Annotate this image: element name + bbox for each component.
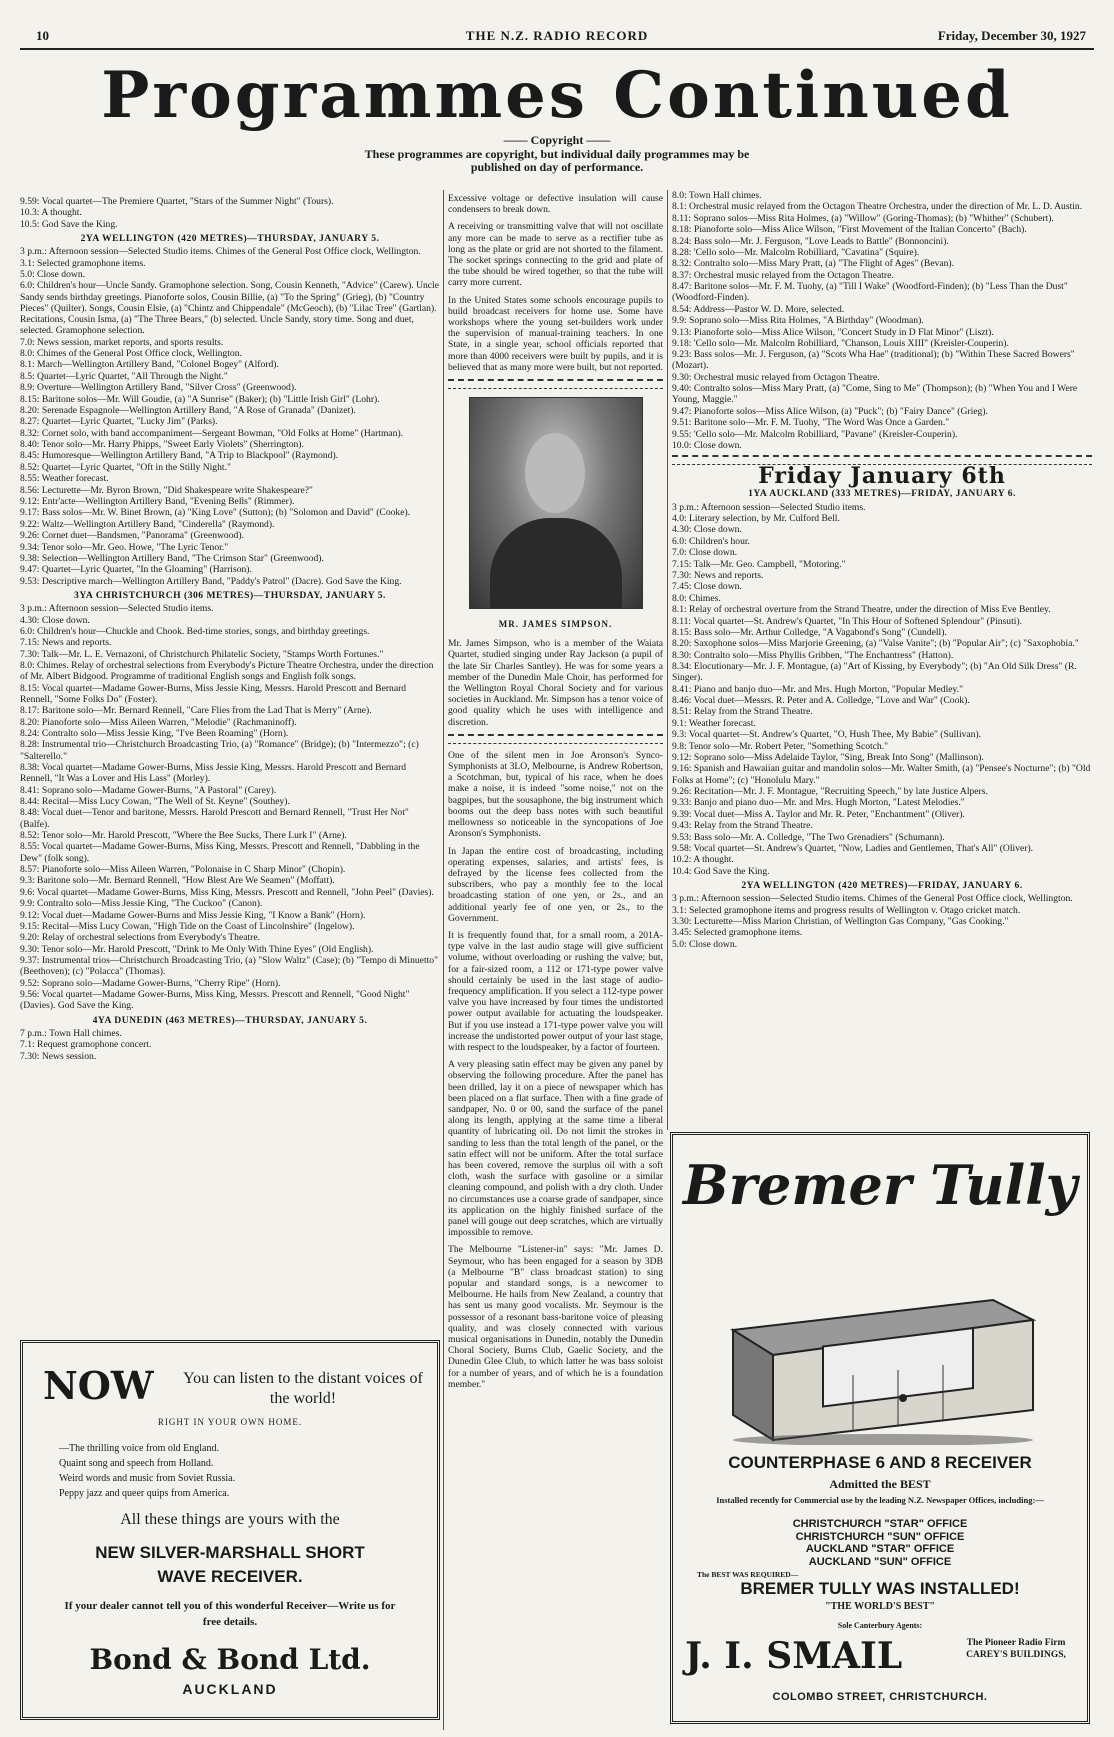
programme-entry: 3 p.m.: Afternoon session—Selected Studio items. Chimes of the General Post Office clock, Wellington. (20, 246, 421, 258)
programme-entry: 3 p.m.: Afternoon session—Selected Studio items. (672, 501, 866, 513)
programme-entry: 9.30: Orchestral music relayed from Octagon Theatre. (672, 371, 880, 383)
page-title: Programmes Continued (101, 58, 1013, 133)
ad-best-required: The BEST WAS REQUIRED— (697, 1570, 799, 1579)
programme-entry: 9.59: Vocal quartet—The Premiere Quartet, "Stars of the Summer Night" (Tours). (20, 196, 334, 207)
ad-pioneer: The Pioneer Radio Firm (966, 1638, 1066, 1648)
intro-list (20, 196, 440, 230)
article-paragraph: The Melbourne "Listener-in" says: "Mr. James D. Seymour, who has been engaged for a season by 3DB (a Melbourne "B" class broadcast station) to sing popular and standard songs, is a newcomer to Melbourne. He hails from New Zealand, a country that has sent us many good vocalists. Mr. Seymour is the possessor of a resonant bass-baritone voice of pleasing quality, and was closely connected with various musical organisations in Dunedin, notably the Dunedin Choral Society, Burns Club, Gaelic Society, and the Dunedin Glee Club, to which latter he was bass soloist for a number of years, and of which he is a foundation member." (448, 1244, 663, 1390)
programme-entry: 8.47: Baritone solos—Mr. F. M. Tuohy, (a) "Till I Wake" (Woodford-Finden); (b) "Less Than the Dust" (Woodford-Finden). (672, 281, 1068, 304)
programme-entry: 8.32: Cornet solo, with band accompaniment—Sergeant Bowman, "Old Folks at Home" (Hartman). (20, 427, 404, 439)
ad-buildings: CAREY'S BUILDINGS, (966, 1650, 1066, 1660)
ad-receiver-text: NEW SILVER-MARSHALL SHORT WAVE RECEIVER. (95, 1543, 365, 1586)
programme-entry: 10.2: A thought. (672, 854, 734, 866)
programme-entry: 8.57: Pianoforte solo—Miss Aileen Warren, "Polonaise in C Sharp Minor" (Chopin). (20, 864, 346, 876)
programme-entry: 9.18: 'Cello solo—Mr. Malcolm Robilliard, "Chanson, Louis XIII" (Kreisler-Couperin). (672, 337, 1009, 349)
programme-entry: 10.0: Close down. (672, 440, 742, 452)
ad-offices (673, 1518, 1087, 1568)
programme-entry: 9.12: Vocal duet—Madame Gower-Burns and Miss Jessie King, "I Know a Bank" (Horn). (20, 909, 366, 921)
radio-cabinet-illustration (713, 1275, 1043, 1445)
programme-entry: 8.54: Address—Pastor W. D. More, selected. (672, 303, 845, 315)
masthead: THE N.Z. RADIO RECORD (465, 28, 649, 43)
programme-entry: 8.46: Vocal duet—Messrs. R. Peter and A. Colledge, "Love and War" (Cook). (672, 695, 970, 707)
programme-entry: 8.15: Vocal quartet—Madame Gower-Burns, Miss Jessie King, Messrs. Harold Prescott and Bernard Rennell, "Some Folks Do" (Foster). (20, 682, 407, 705)
programme-entry: 4.30: Close down. (672, 524, 742, 536)
column-3 (672, 190, 1092, 1130)
programme-entry: 8.0: Chimes. Relay of orchestral selections from Everybody's Picture Theatre Orchestra, under the direction of Mr. Albert Bidgood. Programme of traditional English songs and English folk songs. (20, 660, 434, 683)
programme-entry: 8.1: March—Wellington Artillery Band, "Colonel Bogey" (Alford). (20, 359, 279, 371)
programme-entry: 9.52: Soprano solo—Madame Gower-Burns, "Cherry Ripe" (Horn). (20, 977, 281, 989)
article-paragraph: In the United States some schools encourage pupils to build broadcast receivers for home use. Some have workshops where the young set-builders work under the supervision of manual-training teachers. In one State, in a single year, school officials reported that more than 4000 receivers were built by pupils, and it is believed that as many more were built, but not reported. (448, 294, 663, 373)
programme-entry: 7.0: Close down. (672, 547, 738, 559)
programme-entry: 9.23: Bass solos—Mr. J. Ferguson, (a) "Scots Wha Hae" (traditional); (b) "Within These Sacred Bowers" (Mozart). (672, 349, 1075, 372)
programme-entry: 9.12: Entr'acte—Wellington Artillery Band, "Evening Bells" (Rimmer). (20, 496, 295, 508)
programme-entry: 8.15: Bass solo—Mr. Arthur Colledge, "A Vagabond's Song" (Cundell). (672, 626, 947, 638)
programme-entry: 9.15: Recital—Miss Lucy Cowan, "High Tide on the Coast of Lincolnshire" (Ingelow). (20, 920, 355, 932)
ad-admitted: Admitted the BEST (829, 1477, 931, 1491)
programme-entry: 9.12: Soprano solo—Miss Adelaide Taylor, "Sing, Break Into Song" (Mallinson). (672, 752, 984, 764)
ad-pioneer-block (961, 1637, 1071, 1661)
copyright-text: These programmes are copyright, but individual daily programmes may be published on day of performance. (364, 147, 750, 174)
copyright-notice (0, 133, 1114, 174)
programme-entry: 8.0: Chimes of the General Post Office clock, Wellington. (20, 347, 242, 359)
programme-entry: 8.11: Vocal quartet—St. Andrew's Quartet, "In This Hour of Softened Splendour" (Pinsuti). (672, 615, 1023, 627)
programme-list (672, 502, 1092, 877)
programme-entry: 8.32: Contralto solo—Miss Mary Pratt, (a) "The Flight of Ages" (Bevan). (672, 258, 955, 270)
programme-entry: 8.38: Vocal quartet—Madame Gower-Burns, Miss Jessie King, Messrs. Harold Prescott and Bernard Rennell, "It Was a Lover and His Lass" (Morley). (20, 762, 407, 785)
programme-entry: 7.30: News session. (20, 1050, 97, 1062)
programme-entry: 9.1: Weather forecast. (672, 717, 756, 729)
programme-entry: 6.0: Children's hour. (672, 535, 750, 547)
programme-entry: 8.11: Soprano solos—Miss Rita Holmes, (a) "Willow" (Goring-Thomas); (b) "Whither" (Schubert). (672, 212, 1054, 224)
ad-right-home: RIGHT IN YOUR OWN HOME. (157, 1417, 303, 1427)
programme-entry: 9.40: Contralto solos—Miss Mary Pratt, (a) "Come, Sing to Me" (Thompson); (b) "When You and I Were Young, Maggie." (672, 383, 1078, 406)
ad-tagline: You can listen to the distant voices of the world! (183, 1370, 423, 1407)
programme-entry: 3.30: Lecturette—Miss Marion Christian, of Wellington Gas Company, "Gas Cooking." (672, 915, 1009, 927)
ad-now-heading: NOW (43, 1363, 154, 1408)
programme-entry: 3.1: Selected gramophone items. (20, 257, 146, 269)
programme-entry: 8.1: Relay of orchestral overture from the Strand Theatre, under the direction of Miss Eve Bentley. (672, 604, 1051, 616)
programme-entry: 8.34: Elocutionary—Mr. J. F. Montague, (a) "Art of Kissing, by Everybody"; (b) "An Old Silk Dress" (R. Singer). (672, 661, 1077, 684)
ad-dealer-line (23, 1598, 437, 1630)
station-heading: 1YA AUCKLAND (333 METRES)—FRIDAY, JANUARY 6. (748, 488, 1016, 500)
programme-entry: 9.37: Instrumental trios—Christchurch Broadcasting Trio, (a) "Slow Waltz" (Case); (b) "Tempo di Minuetto" (Beethoven); (c) "Polacca" (Thomas). (20, 955, 438, 978)
page-number: 10 (36, 28, 49, 43)
ad-agent-name: J. I. SMAIL (685, 1635, 903, 1677)
programme-entry: 8.5: Quartet—Lyric Quartet, "All Through the Night." (20, 370, 228, 382)
portrait-coat (490, 518, 622, 608)
programme-entry: 7.0: News session, market reports, and sports results. (20, 336, 224, 348)
programme-entry: 8.15: Baritone solos—Mr. Will Goudie, (a) "A Sunrise" (Baker); (b) "Little Irish Girl" (Lohr). (20, 393, 380, 405)
programme-entry: 9.58: Vocal quartet—St. Andrew's Quartet, "Now, Ladies and Gentlemen, That's All" (Oliver). (672, 842, 1034, 854)
ad-installed-line: BREMER TULLY WAS INSTALLED! (740, 1579, 1020, 1598)
programme-entry: 8.9: Overture—Wellington Artillery Band, "Silver Cross" (Greenwood). (20, 382, 297, 394)
programme-entry: 9.53: Bass solo—Mr. A. Colledge, "The Two Grenadiers" (Schumann). (672, 831, 945, 843)
programme-entry: 8.48: Vocal duet—Tenor and baritone, Messrs. Harold Prescott and Bernard Rennell, "Trust Her Not" (Balfe). (20, 807, 409, 830)
programme-entry: 4.30: Close down. (20, 614, 90, 626)
programme-entry: 4.0: Literary selection, by Mr. Culford Bell. (672, 513, 840, 525)
issue-date: Friday, December 30, 1927 (937, 28, 1086, 43)
programme-entry: 7.1: Request gramophone concert. (20, 1039, 152, 1051)
article-paragraph: A very pleasing satin effect may be given any panel by observing the following procedure. After the panel has been drilled, lay it on a piece of newspaper which has been placed on a flat surface. Then with a fine grade of sandpaper, No. 0 or 00, sand the surface of the panel along its length, applying at the same time a liberal quantity of lubricating oil. Do not limit the strokes in sanding to less than the total length of the panel, or the satin effect will not be uniform. After the total surface has been covered, remove the surplus oil with a soft cloth, wash the surface with gasoline or a similar cleaning compound, and polish with a dry cloth. Under no circumstances use a coarse grade of sandpaper, since its application on the highly finished surface of the panel will gouge out deep scratches, which are virtually impossible to remove. (448, 1059, 663, 1239)
ad-all-these: All these things are yours with the (120, 1511, 340, 1528)
programme-entry: 9.3: Vocal quartet—St. Andrew's Quartet, "O, Hush Thee, My Babie" (Sullivan). (672, 729, 982, 741)
article-paragraph: It is frequently found that, for a small room, a 201A-type valve in the last audio stage will give sufficient volume, without overloading or rushing the valve; but, for a fair-sized room, a 112 or 171-type power valve should certainly be used in the last stage of audio-frequency amplification. If you select a 112-type power valve you have increased by four times the undistorted power output available for actuating the loudspeaker. But if you use instead a 171-type power valve you will increase the undistorted power output of your last stage, with respect to the loudspeaker, by a factor of fourteen. (448, 929, 663, 1053)
article-paragraph: A receiving or transmitting valve that will not oscillate any more can be made to serve as a rectifier tube as long as the plate or grid are not shorted to the filament. The socket springs connecting to the grid and plate of the tube should be wired together, so that the tube will carry more current. (448, 221, 663, 289)
programme-entry: 8.40: Tenor solo—Mr. Harry Phipps, "Sweet Early Violets" (Sherrington). (20, 439, 304, 451)
ad-line: Quaint song and speech from Holland. (59, 1458, 214, 1469)
programme-entry: 9.33: Banjo and piano duo—Mr. and Mrs. Hugh Morton, "Latest Melodies." (672, 797, 965, 809)
office-item: CHRISTCHURCH "STAR" OFFICE (792, 1518, 968, 1530)
programme-entry: 8.27: Quartet—Lyric Quartet, "Lucky Jim" (Parks). (20, 416, 218, 428)
programme-entry: 8.28: 'Cello solo—Mr. Malcolm Robilliard, "Cavatina" (Squire). (672, 246, 920, 258)
programme-entry: 8.52: Quartet—Lyric Quartet, "Oft in the Stilly Night." (20, 461, 231, 473)
programme-entry: 9.53: Descriptive march—Wellington Artillery Band, "Paddy's Patrol" (Dacre). God Save the King. (20, 575, 402, 587)
bremer-tully-advertisement (670, 1132, 1090, 1724)
office-item: AUCKLAND "STAR" OFFICE (805, 1543, 955, 1555)
programme-entry: 8.37: Orchestral music relayed from the Octagon Theatre. (672, 269, 894, 281)
programme-entry: 9.22: Waltz—Wellington Artillery Band, "Cinderella" (Raymond). (20, 518, 275, 530)
programme-entry: 10.5: God Save the King. (20, 218, 118, 230)
station-heading: 4YA DUNEDIN (463 METRES)—THURSDAY, JANUARY 5. (92, 1014, 368, 1026)
ad-company-city: AUCKLAND (182, 1681, 278, 1697)
programme-entry: 7 p.m.: Town Hall chimes. (20, 1027, 122, 1039)
programme-entry: 5.0: Close down. (20, 268, 86, 280)
programme-entry: 8.18: Pianoforte solo—Miss Alice Wilson, "First Movement of the Italian Concerto" (Bach). (672, 224, 1027, 236)
column-2 (448, 193, 663, 1733)
programme-entry: 10.3: A thought. (20, 207, 82, 219)
programme-entry: 9.56: Vocal quartet—Madame Gower-Burns, Miss King, Messrs. Prescott and Rennell, "Good Night" (Davies). God Save the King. (20, 989, 410, 1012)
column-1 (20, 196, 440, 1338)
programme-entry: 9.47: Pianoforte solos—Miss Alice Wilson, (a) "Puck"; (b) "Fairy Dance" (Grieg). (672, 405, 988, 417)
programme-entry: 6.0: Children's hour—Chuckle and Chook. Bed-time stories, songs, and birthday greetings. (20, 625, 370, 637)
article-paragraph: In Japan the entire cost of broadcasting, including operating expenses, salaries, and artists' fees, is defrayed by the license fees collected from the subscribers, who pay a monthly fee to the local broadcasting station of one yen, or 2s., and an additional yearly fee of one yen, or 2s., to the Government. (448, 845, 663, 924)
programme-entry: 9.30: Tenor solo—Mr. Harold Prescott, "Drink to Me Only With Thine Eyes" (Old English). (20, 943, 374, 955)
programme-entry: 9.47: Quartet—Lyric Quartet, "In the Gloaming" (Harrison). (20, 564, 252, 576)
programme-entry: 3 p.m.: Afternoon session—Selected Studio items. Chimes of the General Post Office clock, Wellington. (672, 893, 1073, 905)
ad-line: Weird words and music from Soviet Russia. (59, 1473, 236, 1484)
programme-entry: 8.44: Recital—Miss Lucy Cowan, "The Well of St. Keyne" (Southey). (20, 796, 290, 808)
programme-entry: 8.24: Contralto solo—Miss Jessie King, "I've Been Roaming" (Horn). (20, 728, 289, 740)
ad-receiver-name (23, 1541, 437, 1589)
programme-entry: 6.0: Children's hour—Uncle Sandy. Gramophone selection. Song, Cousin Kenneth, "Advice" (Carew). Uncle Sandy sends birthday greetings. Pianoforte solos, Cousin Billie, (a) "To the Spring" (Grieg), (b) "Country Pieces" (Quilter). Songs, Cousin Elsie, (a) "Chintz and Chippendale" (McGeoch), (b) "Lilac Tree" (Gartlan). Recitations, Cousin Isma, (a) "The Three Bears," (b) selected. Uncle Sandy, story time. Song and duet, selected. Gramophone selection. (20, 280, 439, 337)
programme-list (672, 190, 1092, 451)
station-heading: 2YA WELLINGTON (420 METRES)—FRIDAY, JANUARY 6. (741, 879, 1023, 891)
ad-dealer-text: If your dealer cannot tell you of this wonderful Receiver—Write us for free details. (64, 1600, 396, 1628)
ad-company-name: Bond & Bond Ltd. (89, 1643, 371, 1676)
programme-entry: 9.34: Tenor solo—Mr. Geo. Howe, "The Lyric Tenor." (20, 541, 229, 553)
programme-list (672, 893, 1092, 950)
programme-entry: 9.26: Cornet duet—Bandsmen, "Panorama" (Greenwood). (20, 530, 244, 542)
programme-entry: 8.28: Instrumental trio—Christchurch Broadcasting Trio, (a) "Romance" (Bridge); (b) "Intermezzo"; (c) "Salterello." (20, 739, 419, 762)
programme-list (20, 603, 440, 1011)
programme-entry: 8.20: Pianoforte solo—Miss Aileen Warren, "Melodie" (Rachmaninoff). (20, 716, 297, 728)
bond-bond-advertisement (20, 1340, 440, 1720)
programme-entry: 8.55: Weather forecast. (20, 473, 109, 485)
ad-worlds-best: "THE WORLD'S BEST" (825, 1601, 935, 1612)
station-heading: 2YA WELLINGTON (420 METRES)—THURSDAY, JANUARY 5. (80, 232, 380, 244)
article-paragraph: Excessive voltage or defective insulation will cause condensers to break down. (448, 193, 663, 216)
ad-feature-lines (59, 1441, 235, 1501)
programme-entry: 9.43: Relay from the Strand Theatre. (672, 820, 813, 832)
programme-entry: 8.17: Baritone solo—Mr. Bernard Rennell, "Care Flies from the Lad That is Merry" (Arne). (20, 705, 372, 717)
programme-entry: 3 p.m.: Afternoon session—Selected Studio items. (20, 603, 214, 615)
photo-caption: MR. JAMES SIMPSON. (498, 619, 613, 630)
office-item: CHRISTCHURCH "SUN" OFFICE (795, 1530, 965, 1543)
station-heading: 3YA CHRISTCHURCH (306 METRES)—THURSDAY, JANUARY 5. (74, 589, 386, 601)
programme-entry: 9.38: Selection—Wellington Artillery Band, "The Crimson Star" (Greenwood). (20, 552, 324, 564)
programme-entry: 8.20: Saxophone solos—Miss Marjorie Greening, (a) "Valse Vanite"; (b) "Popular Air"; (c) "Saxophobia." (672, 638, 1079, 650)
portrait-photo (469, 397, 643, 609)
ad-line: —The thrilling voice from old England. (59, 1443, 219, 1454)
article-paragraph: Mr. James Simpson, who is a member of the Waiata Quartet, studied singing under Ray Jackson (a pupil of the late Sir Charles Santley). He was for some years a member of the Dunedin Male Choir, has performed for the Wellington Royal Choral Society and for various societies in Auckland. Mr. Simpson has a tenor voice of good quality which he uses with intelligence and discretion. (448, 638, 663, 728)
separator (448, 734, 663, 744)
copyright-heading-text: Copyright (530, 133, 584, 147)
programme-entry: 9.39: Vocal duet—Miss A. Taylor and Mr. R. Peter, "Enchantment" (Oliver). (672, 808, 965, 820)
programme-entry: 8.45: Humoresque—Wellington Artillery Band, "A Trip to Blackpool" (Raymond). (20, 450, 339, 462)
programme-list (20, 246, 440, 587)
programme-entry: 8.0: Town Hall chimes. (672, 190, 762, 201)
office-item: AUCKLAND "SUN" OFFICE (808, 1555, 952, 1568)
programme-list (20, 1028, 440, 1062)
programme-entry: 8.0: Chimes. (672, 592, 721, 604)
programme-entry: 8.1: Orchestral music relayed from the Octagon Theatre Orchestra, under the direction of Mr. L. D. Austin. (672, 201, 1083, 213)
programme-entry: 3.45: Selected gramophone items. (672, 927, 803, 939)
programme-entry: 8.56: Lecturette—Mr. Byron Brown, "Did Shakespeare write Shakespeare?" (20, 484, 313, 496)
ad-address: COLOMBO STREET, CHRISTCHURCH. (772, 1691, 988, 1703)
programme-entry: 7.30: Talk—Mr. L. E. Vernazoni, of Christchurch Philatelic Society, "Stamps Worth Fortunes." (20, 648, 384, 660)
programme-entry: 8.52: Tenor solo—Mr. Harold Prescott, "Where the Bee Sucks, There Lurk I" (Arne). (20, 830, 347, 842)
column-rule (443, 190, 444, 1730)
programme-entry: 9.26: Recitation—Mr. J. F. Montague, "Recruiting Speech," by late Justice Alpers. (672, 786, 988, 798)
column-rule (667, 190, 668, 1130)
programme-entry: 8.41: Soprano solo—Madame Gower-Burns, "A Pastoral" (Carey). (20, 784, 277, 796)
programme-entry: 3.1: Selected gramophone items and progress results of Wellington v. Otago cricket match. (672, 904, 1021, 916)
programme-entry: 10.4: God Save the King. (672, 865, 770, 877)
programme-entry: 9.3: Baritone solo—Mr. Bernard Rennell, "How Blest Are We Seamen" (Moffatt). (20, 875, 335, 887)
programme-entry: 9.13: Pianoforte solo—Miss Alice Wilson, "Concert Study in D Flat Minor" (Liszt). (672, 326, 994, 338)
programme-entry: 7.15: News and reports. (20, 637, 112, 649)
programme-entry: 9.9: Contralto solo—Miss Jessie King, "The Cuckoo" (Canon). (20, 898, 263, 910)
programme-entry: 9.8: Tenor solo—Mr. Robert Peter, "Something Scotch." (672, 740, 889, 752)
programme-entry: 9.6: Vocal quartet—Madame Gower-Burns, Miss King, Messrs. Prescott and Rennell, "John Peel" (Davies). (20, 886, 434, 898)
separator (448, 379, 663, 389)
programme-entry: 9.17: Bass solos—Mr. W. Binet Brown, (a) "King Love" (Sutton); (b) "Solomon and David" (Cooke). (20, 507, 411, 519)
ad-headline: COUNTERPHASE 6 AND 8 RECEIVER (728, 1453, 1032, 1472)
page-header (20, 26, 1094, 50)
programme-entry: 8.24: Bass solo—Mr. J. Ferguson, "Love Leads to Battle" (Bonnoncini). (672, 235, 949, 247)
programme-entry: 8.55: Vocal quartet—Madame Gower-Burns, Miss King, Messrs. Prescott and Rennell, "Dabbling in the Dew" (folk song). (20, 841, 420, 864)
programme-entry: 7.45: Close down. (672, 581, 742, 593)
programme-entry: 9.9: Soprano solo—Miss Rita Holmes, "A Birthday" (Woodman). (672, 315, 924, 327)
programme-entry: 8.51: Relay from the Strand Theatre. (672, 706, 813, 718)
programme-entry: 7.30: News and reports. (672, 569, 764, 581)
portrait-face (525, 433, 585, 513)
ad-line: Peppy jazz and queer quips from America. (59, 1488, 230, 1499)
ad-installed-note: Installed recently for Commercial use by the leading N.Z. Newspaper Offices, including:— (716, 1495, 1044, 1505)
bremer-tully-logo: Bremer Tully (682, 1153, 1078, 1217)
programme-entry: 5.0: Close down. (672, 938, 738, 950)
programme-entry: 9.16: Spanish and Hawaiian guitar and mandolin solos—Mr. Walter Smith, (a) "Pensee's Nocturne"; (b) "Old Folks at Home"; (c) "Honolulu Mary." (672, 763, 1091, 786)
programme-entry: 9.20: Relay of orchestral selections from Everybody's Theatre. (20, 932, 260, 944)
programme-entry: 8.30: Contralto solo—Miss Phyllis Gribben, "The Enchantress" (Hatton). (672, 649, 954, 661)
day-title: Friday January 6th (758, 463, 1006, 490)
copyright-heading: —— Copyright —— (503, 133, 611, 147)
programme-entry: 8.20: Serenade Espagnole—Wellington Artillery Band, "A Rose of Granada" (Danizet). (20, 404, 356, 416)
ad-sole-agents: Sole Canterbury Agents: (837, 1621, 923, 1630)
article-paragraph: One of the silent men in Joe Aronson's Synco-Symphonists at 3LO, Melbourne, is Andrew Robertson, a Scotchman, but, typical of his race, when he does make a noise, it is indeed "some noise," not on the bagpipes, but the sousaphone, the big instrument which booms out the deep bass notes with such beautiful mellowness so noticeable in the syncopations of Joe Aronson's Symphonists. (448, 749, 663, 840)
programme-entry: 9.51: Baritone solo—Mr. F. M. Tuohy, "The Word Was Once a Garden." (672, 417, 950, 429)
programme-entry: 8.41: Piano and banjo duo—Mr. and Mrs. Hugh Morton, "Popular Medley." (672, 683, 964, 695)
programme-entry: 9.55: 'Cello solo—Mr. Malcolm Robilliard, "Pavane" (Kreisler-Couperin). (672, 428, 958, 440)
programme-entry: 7.15: Talk—Mr. Geo. Campbell, "Motoring." (672, 558, 846, 570)
